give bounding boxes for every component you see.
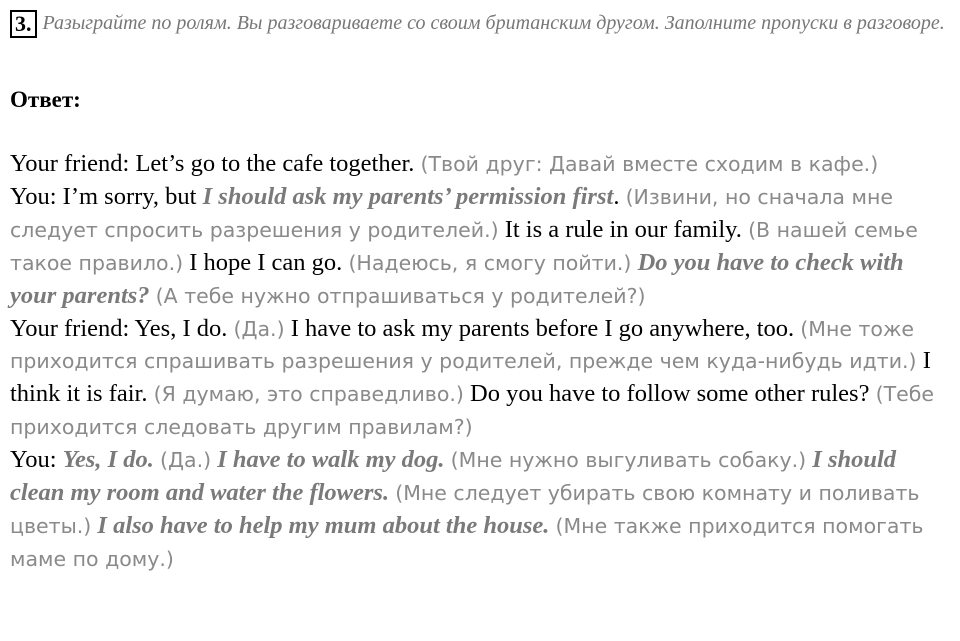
dialogue-line-3 — [10, 313, 955, 445]
task-number: 3. — [10, 10, 37, 38]
translation: (Извини, но сначала мне следует спросить разрешения у родителей.) — [10, 184, 893, 242]
dialogue-line-2 — [10, 181, 955, 313]
answer-label: Ответ: — [10, 87, 81, 112]
translation: (Мне тоже приходится спрашивать разрешения у родителей, прежде чем куда-нибудь идти.) — [10, 316, 917, 374]
translation: (Тебе приходится следовать другим правилам?) — [10, 382, 934, 440]
filled-answer: I have to walk my dog. — [217, 446, 445, 474]
translation: (В нашей семье такое правило.) — [10, 217, 918, 275]
filled-answer: I should ask my parents’ permission first — [202, 182, 614, 210]
you-line: You: I’m sorry, but — [10, 182, 197, 210]
dialogue — [10, 148, 955, 576]
translation: (Да.) — [233, 316, 285, 341]
translation: (Твой друг: Давай вместе сходим в кафе.) — [420, 152, 879, 176]
filled-answer: I also have to help my mum about the house. — [97, 511, 550, 539]
friend-line: Your friend: Yes, I do. — [10, 314, 228, 342]
translation: (Мне нужно выгуливать собаку.) — [450, 448, 807, 473]
dialogue-line-4 — [10, 444, 955, 576]
you-line: You: — [10, 446, 57, 474]
friend-line: I think it is fair. — [10, 347, 931, 408]
translation: (Мне также приходится помогать маме по дому.) — [10, 513, 924, 571]
you-line: It is a rule in our family. — [504, 215, 742, 243]
you-line: I hope I can go. — [189, 248, 343, 276]
filled-answer: I should clean my room and water the flowers. — [10, 446, 897, 507]
friend-line: Your friend: Let’s go to the cafe together. — [10, 150, 415, 177]
translation: (А тебе нужно отпрашиваться у родителей?) — [155, 283, 646, 308]
friend-line: I have to ask my parents before I go anywhere, too. — [290, 314, 795, 342]
dialogue-line-1 — [10, 148, 955, 181]
period: . — [613, 182, 620, 210]
task-instruction: Разыграйте по ролям. Вы разговариваете со своим британским другом. Заполните пропуски в разговоре. — [42, 12, 945, 34]
friend-line: Do you have to follow some other rules? — [470, 380, 870, 408]
translation: (Мне следует убирать свою комнату и поливать цветы.) — [10, 481, 920, 538]
filled-answer: Do you have to check with your parents? — [10, 248, 904, 309]
translation: (Надеюсь, я смогу пойти.) — [348, 250, 632, 275]
task-header — [10, 10, 950, 38]
filled-answer: Yes, I do. — [62, 446, 154, 474]
translation: (Я думаю, это справедливо.) — [153, 382, 464, 407]
translation: (Да.) — [160, 448, 212, 473]
